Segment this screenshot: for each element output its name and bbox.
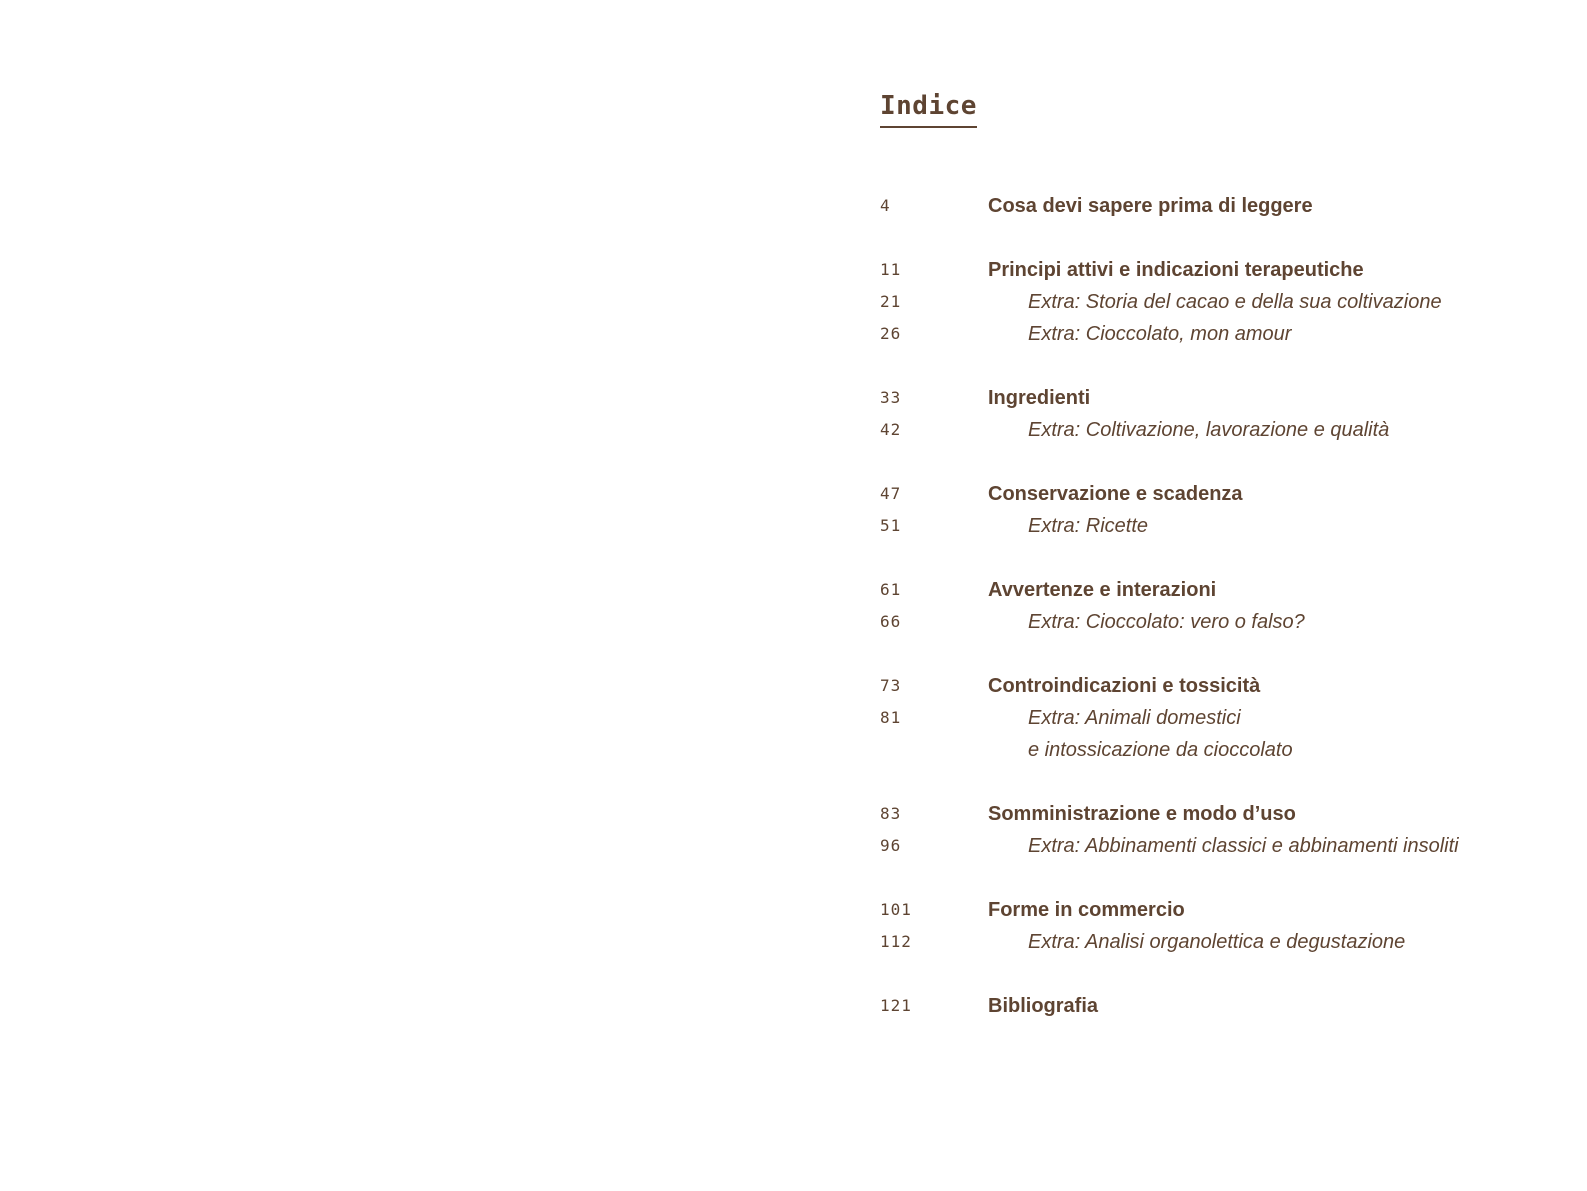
extra-title: Extra: Abbinamenti classici e abbinamenti insoliti — [1028, 835, 1459, 857]
page-number: 21 — [880, 292, 902, 311]
toc-extra-row[interactable] — [880, 734, 1520, 766]
page-number: 26 — [880, 324, 902, 343]
toc-extra-row[interactable] — [880, 286, 1520, 318]
chapter-title: Principi attivi e indicazioni terapeutiche — [988, 259, 1364, 281]
chapter-title: Cosa devi sapere prima di leggere — [988, 195, 1313, 217]
page-number: 112 — [880, 932, 912, 951]
extra-title: Extra: Ricette — [1028, 515, 1149, 537]
toc-chapter-row[interactable] — [880, 798, 1520, 830]
chapter-title: Controindicazioni e tossicità — [988, 675, 1261, 697]
page-title: Indice — [880, 90, 977, 128]
chapter-title: Somministrazione e modo d’uso — [988, 803, 1296, 825]
chapter-title: Conservazione e scadenza — [988, 483, 1243, 505]
toc-extra-row[interactable] — [880, 830, 1520, 862]
toc-group — [880, 254, 1520, 350]
toc-chapter-row[interactable] — [880, 190, 1520, 222]
extra-title: Extra: Storia del cacao e della sua coltivazione — [1028, 291, 1442, 313]
page-number: 83 — [880, 804, 902, 823]
toc-group — [880, 990, 1520, 1022]
extra-title: e intossicazione da cioccolato — [1028, 739, 1293, 761]
toc-chapter-row[interactable] — [880, 254, 1520, 286]
table-of-contents — [880, 190, 1520, 1054]
page-number: 51 — [880, 516, 902, 535]
extra-title: Extra: Cioccolato: vero o falso? — [1028, 611, 1305, 633]
page-number: 66 — [880, 612, 902, 631]
toc-group — [880, 478, 1520, 542]
toc-extra-row[interactable] — [880, 414, 1520, 446]
toc-extra-row[interactable] — [880, 510, 1520, 542]
toc-group — [880, 894, 1520, 958]
page-number: 121 — [880, 996, 912, 1015]
toc-group — [880, 670, 1520, 766]
toc-chapter-row[interactable] — [880, 574, 1520, 606]
page-number: 81 — [880, 708, 902, 727]
page-number: 101 — [880, 900, 912, 919]
toc-group — [880, 190, 1520, 222]
toc-group — [880, 382, 1520, 446]
toc-extra-row[interactable] — [880, 606, 1520, 638]
page-number: 61 — [880, 580, 902, 599]
toc-group — [880, 574, 1520, 638]
extra-title: Extra: Animali domestici — [1028, 707, 1241, 729]
page-number: 42 — [880, 420, 902, 439]
page-number: 96 — [880, 836, 902, 855]
toc-chapter-row[interactable] — [880, 478, 1520, 510]
toc-group — [880, 798, 1520, 862]
extra-title: Extra: Analisi organolettica e degustazione — [1028, 931, 1406, 953]
extra-title: Extra: Cioccolato, mon amour — [1028, 323, 1292, 345]
toc-chapter-row[interactable] — [880, 990, 1520, 1022]
chapter-title: Avvertenze e interazioni — [988, 579, 1217, 601]
chapter-title: Bibliografia — [988, 995, 1099, 1017]
toc-chapter-row[interactable] — [880, 382, 1520, 414]
extra-title: Extra: Coltivazione, lavorazione e qualità — [1028, 419, 1390, 441]
toc-chapter-row[interactable] — [880, 670, 1520, 702]
page-number: 11 — [880, 260, 902, 279]
page-number: 4 — [880, 196, 891, 215]
chapter-title: Forme in commercio — [988, 899, 1185, 921]
page-number: 47 — [880, 484, 902, 503]
page-number: 33 — [880, 388, 902, 407]
chapter-title: Ingredienti — [988, 387, 1091, 409]
toc-extra-row[interactable] — [880, 318, 1520, 350]
toc-extra-row[interactable] — [880, 702, 1520, 734]
page-number: 73 — [880, 676, 902, 695]
left-page-blank — [0, 0, 793, 1191]
toc-extra-row[interactable] — [880, 926, 1520, 958]
toc-chapter-row[interactable] — [880, 894, 1520, 926]
